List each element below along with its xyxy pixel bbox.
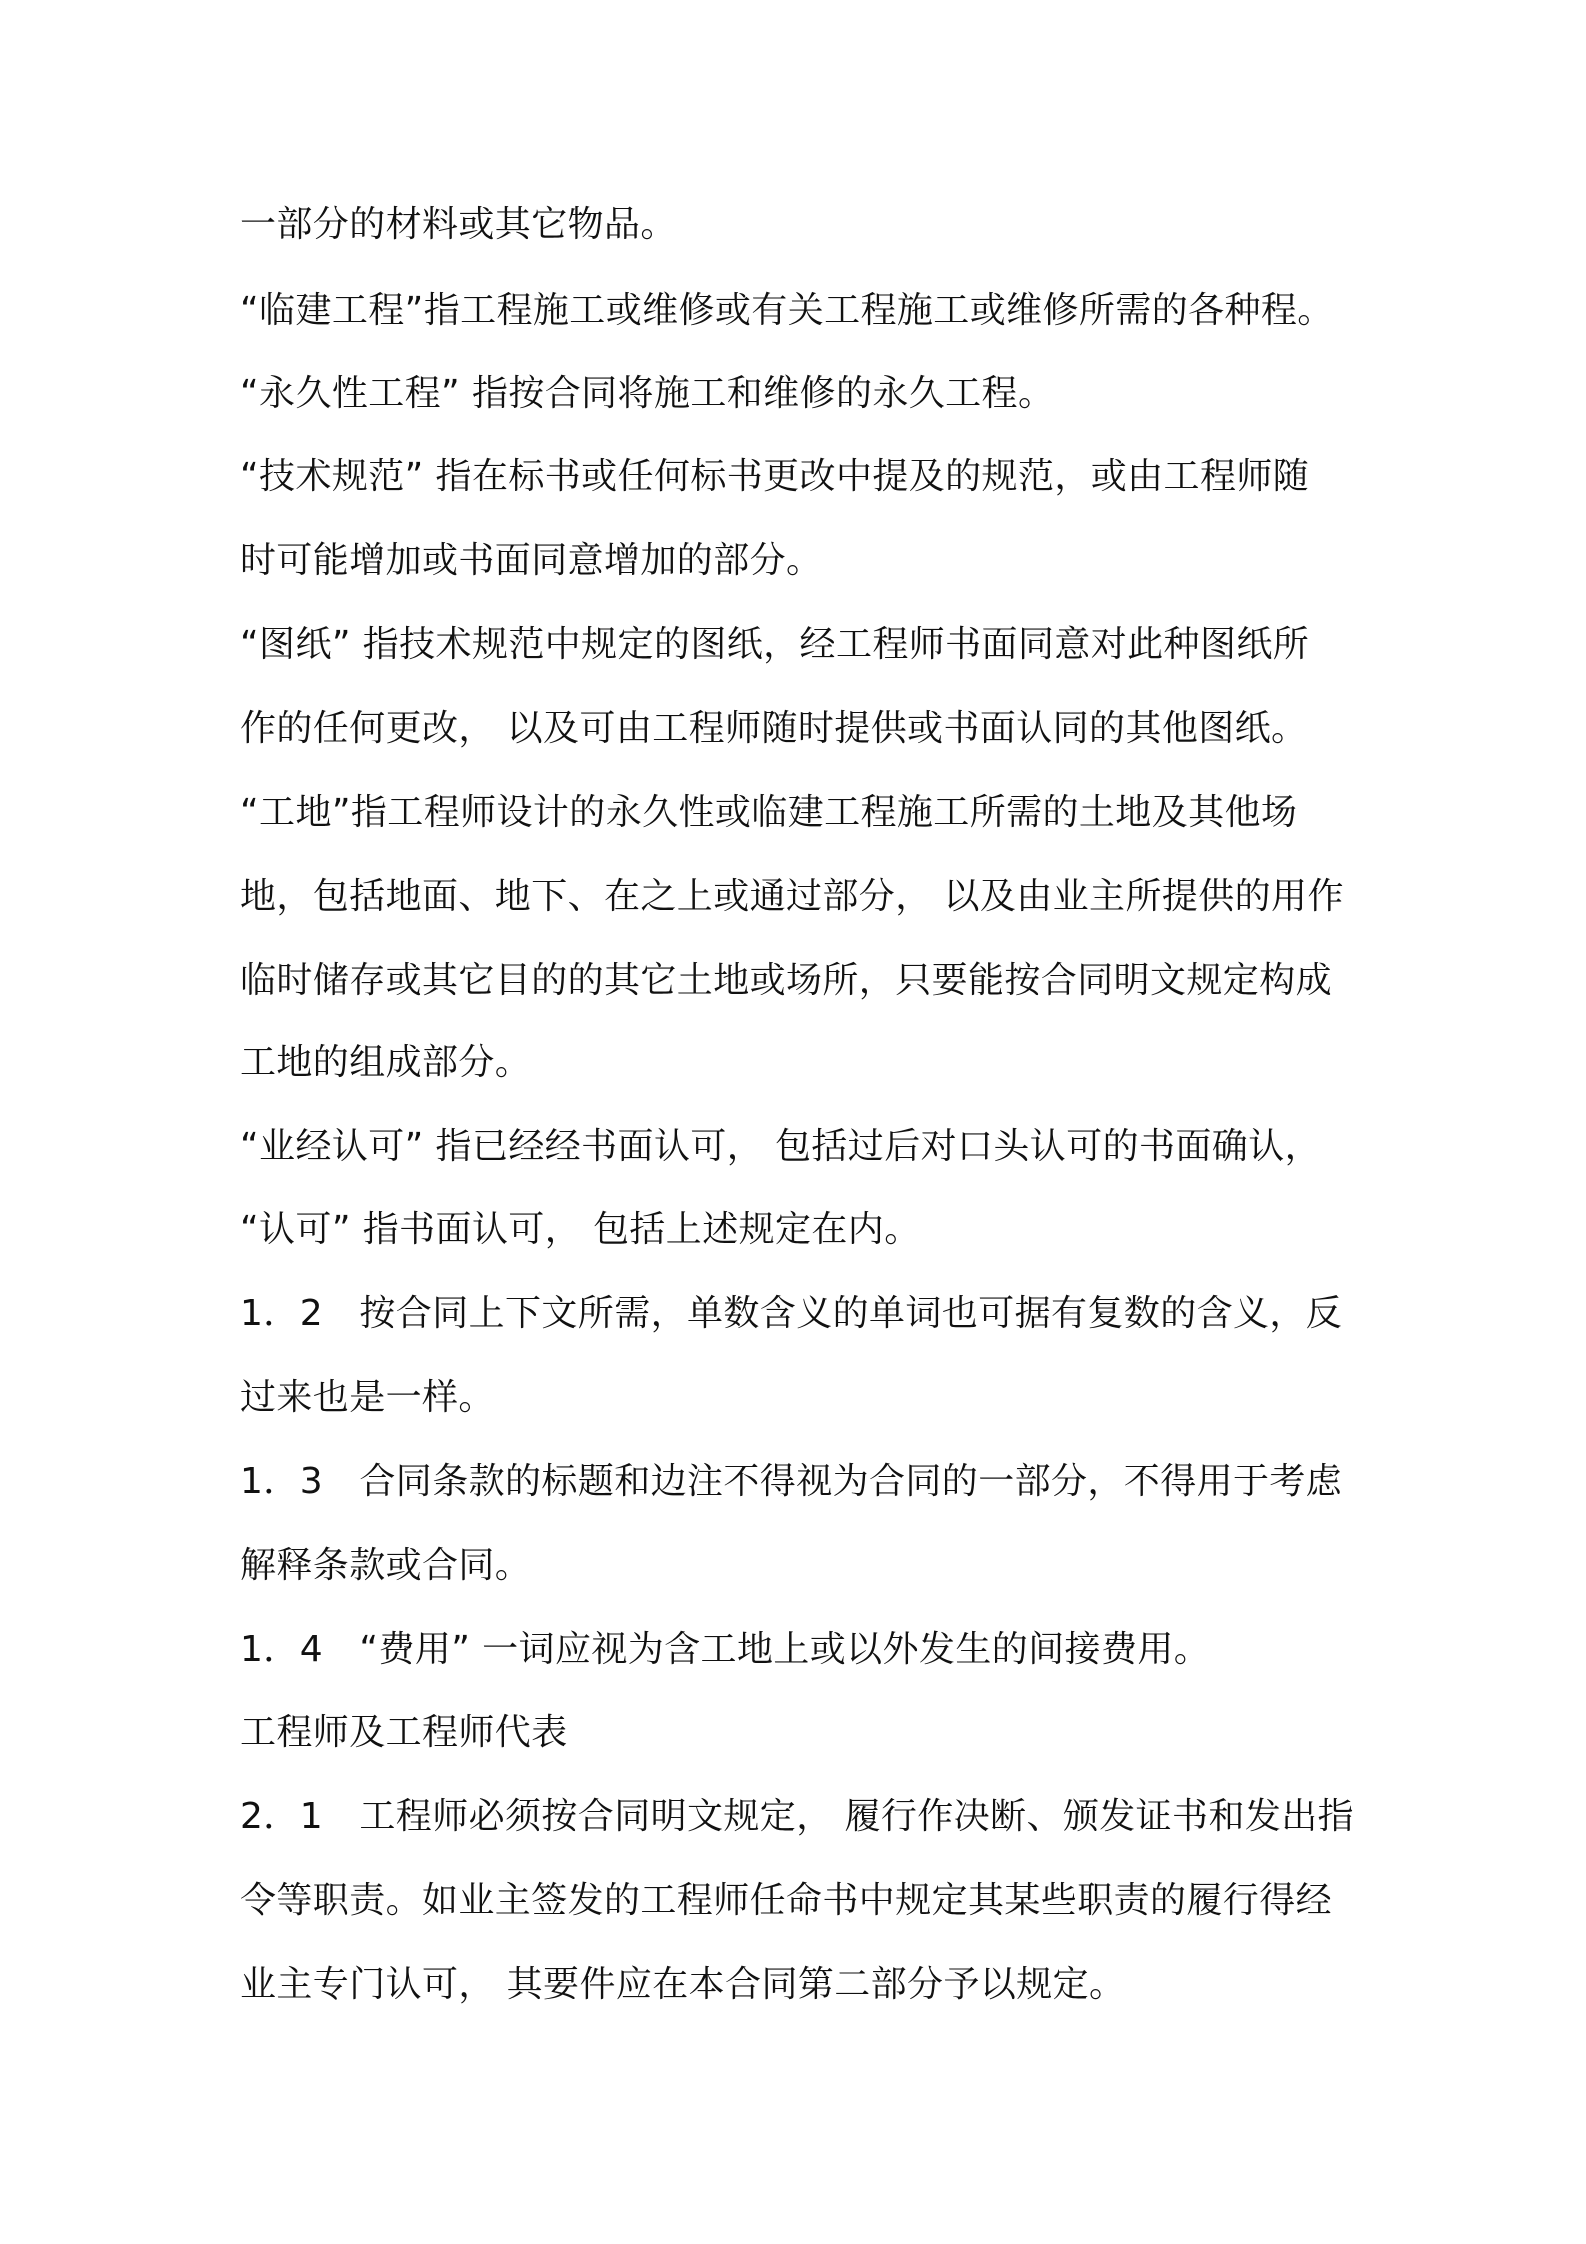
section-heading-engineer: 工程师及工程师代表 xyxy=(240,1712,568,1753)
text-line: 作的任何更改， 以及可由工程师随时提供或书面认同的其他图纸。 xyxy=(240,708,1308,749)
definition-temporary-works: “临建工程”指工程施工或维修或有关工程施工或维修所需的各种程。 xyxy=(240,290,1334,331)
clause-1-4: 1．4 “费用” 一词应视为含工地上或以外发生的间接费用。 xyxy=(240,1629,1211,1670)
text-line: 解释条款或合同。 xyxy=(240,1545,532,1586)
definition-permanent-works: “永久性工程” 指按合同将施工和维修的永久工程。 xyxy=(240,373,1055,414)
text-line: 工地的组成部分。 xyxy=(240,1042,532,1083)
text-line: “认可” 指书面认可， 包括上述规定在内。 xyxy=(240,1209,921,1250)
definition-approved: “业经认可” 指已经经书面认可， 包括过后对口头认可的书面确认， xyxy=(240,1126,1321,1167)
text-line: 过来也是一样。 xyxy=(240,1377,495,1418)
text-line: 业主专门认可， 其要件应在本合同第二部分予以规定。 xyxy=(240,1964,1126,2005)
text-line: 令等职责。如业主签发的工程师任命书中规定其某些职责的履行得经 xyxy=(240,1880,1333,1921)
clause-2-1: 2．1 工程师必须按合同明文规定， 履行作决断、颁发证书和发出指 xyxy=(240,1796,1355,1837)
text-line: 一部分的材料或其它物品。 xyxy=(240,204,677,245)
text-line: 时可能增加或书面同意增加的部分。 xyxy=(240,540,823,581)
definition-specification: “技术规范” 指在标书或任何标书更改中提及的规范，或由工程师随 xyxy=(240,456,1310,497)
text-line: 临时储存或其它目的的其它土地或场所，只要能按合同明文规定构成 xyxy=(240,960,1333,1001)
clause-1-2: 1．2 按合同上下文所需，单数含义的单词也可据有复数的含义，反 xyxy=(240,1293,1343,1334)
definition-site: “工地”指工程师设计的永久性或临建工程施工所需的土地及其他场 xyxy=(240,792,1298,833)
definition-drawings: “图纸” 指技术规范中规定的图纸，经工程师书面同意对此种图纸所 xyxy=(240,624,1310,665)
text-line: 地，包括地面、地下、在之上或通过部分， 以及由业主所提供的用作 xyxy=(240,876,1344,917)
clause-1-3: 1．3 合同条款的标题和边注不得视为合同的一部分，不得用于考虑 xyxy=(240,1461,1343,1502)
